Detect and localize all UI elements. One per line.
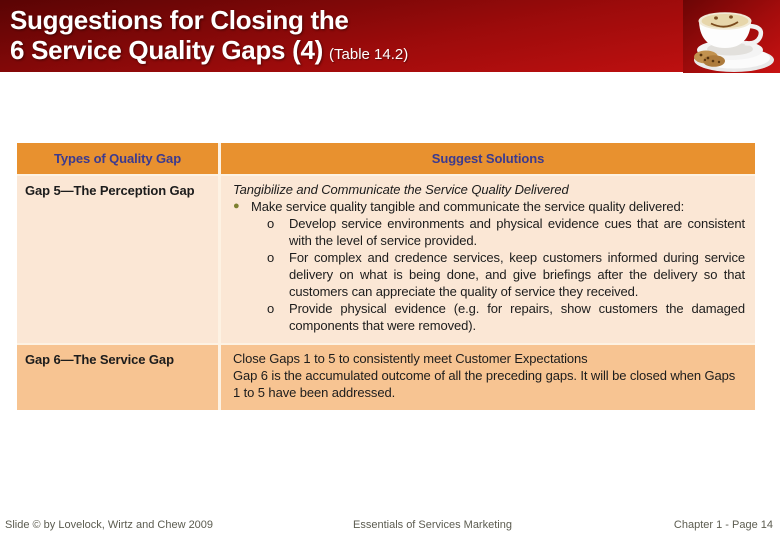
slide-title-line2 bbox=[10, 35, 408, 70]
table-header-row bbox=[17, 143, 755, 174]
bullet-item bbox=[233, 198, 745, 215]
smiley-eye-left bbox=[714, 16, 718, 19]
slide-title-line1: Suggestions for Closing the bbox=[10, 5, 349, 35]
sub-bullet-item bbox=[267, 215, 745, 249]
solutions-cell bbox=[218, 345, 755, 410]
footer-page-number: Chapter 1 - Page 14 bbox=[673, 519, 773, 531]
circle-bullet-icon: o bbox=[267, 301, 275, 316]
table-row-gap6 bbox=[17, 343, 755, 410]
column-header-types: Types of Quality Gap bbox=[53, 151, 182, 166]
cookie-chip bbox=[718, 61, 720, 63]
cookie-chip bbox=[712, 60, 715, 63]
solution-heading: Close Gaps 1 to 5 to consistently meet Customer Expectations bbox=[233, 351, 588, 366]
circle-bullet-icon: o bbox=[267, 216, 275, 231]
cookie-chip bbox=[704, 59, 706, 61]
table-row-gap5 bbox=[17, 174, 755, 343]
column-header-solutions: Suggest Solutions bbox=[218, 143, 755, 174]
table-reference: (Table 14.2) bbox=[329, 46, 409, 63]
footer bbox=[0, 519, 780, 535]
bullet-icon: ● bbox=[233, 200, 240, 212]
solution-body: Gap 6 is the accumulated outcome of all the preceding gaps. It will be closed when Gaps 1 to 5 have been addressed. bbox=[233, 368, 736, 400]
slide-title bbox=[10, 5, 408, 70]
title-banner bbox=[0, 0, 780, 72]
circle-bullet-icon: o bbox=[267, 250, 275, 265]
footer-book-title: Essentials of Services Marketing bbox=[353, 519, 512, 531]
quality-gaps-table bbox=[17, 143, 755, 410]
bullet-text: Make service quality tangible and communicate the service quality delivered: bbox=[251, 199, 685, 214]
sub-bullet-item bbox=[267, 249, 745, 300]
smiley-eye-right bbox=[729, 15, 733, 18]
sub-bullet-item bbox=[267, 300, 745, 334]
solutions-cell bbox=[218, 176, 755, 343]
coffee-cup-photo bbox=[683, 0, 780, 73]
sub-bullet-text: For complex and credence services, keep customers informed during service delivery on what is being done, and give briefings after the delivery so that customers can appreciate the quality of service they received. bbox=[289, 250, 745, 299]
footer-copyright: Slide © by Lovelock, Wirtz and Chew 2009 bbox=[5, 519, 214, 531]
gap-type-cell: Gap 5—The Perception Gap bbox=[25, 183, 195, 198]
gap-type-cell: Gap 6—The Service Gap bbox=[25, 352, 174, 367]
cookie-chip bbox=[700, 54, 703, 57]
sub-bullet-text: Develop service environments and physical evidence cues that are consistent with the level of service provided. bbox=[289, 216, 745, 248]
sub-bullet-text: Provide physical evidence (e.g. for repairs, show customers the damaged components that were removed). bbox=[289, 301, 745, 333]
cookie-chip bbox=[707, 57, 710, 60]
solution-heading: Tangibilize and Communicate the Service Quality Delivered bbox=[233, 182, 569, 197]
slide-title-line2-text: 6 Service Quality Gaps (4) bbox=[10, 35, 324, 65]
